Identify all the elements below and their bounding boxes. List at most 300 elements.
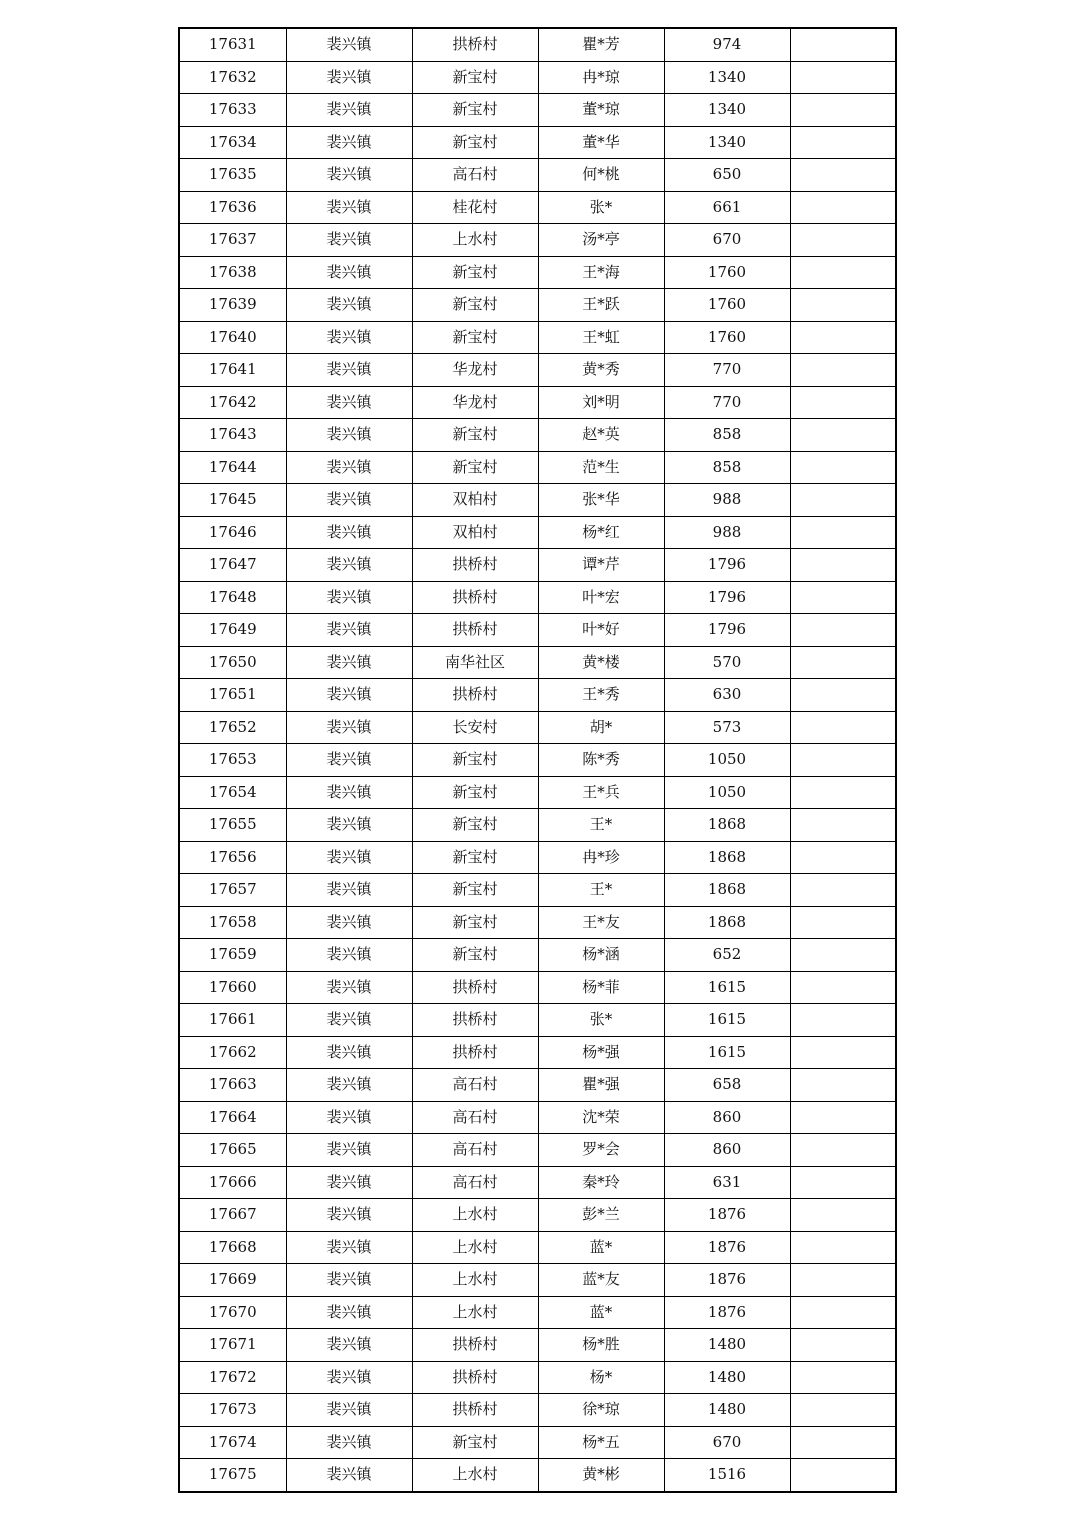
table-row — [179, 1426, 896, 1459]
row-name-cell: 杨*五 — [538, 1426, 664, 1459]
row-town-cell: 裴兴镇 — [286, 451, 412, 484]
row-name-cell: 叶*宏 — [538, 581, 664, 614]
row-note-cell — [790, 549, 896, 582]
row-note-cell — [790, 1361, 896, 1394]
table-row — [179, 809, 896, 842]
row-id-cell: 17674 — [179, 1426, 286, 1459]
row-name-cell: 黄*彬 — [538, 1459, 664, 1492]
row-town-cell: 裴兴镇 — [286, 1199, 412, 1232]
table-row — [179, 1101, 896, 1134]
row-town-cell: 裴兴镇 — [286, 939, 412, 972]
row-id-cell: 17670 — [179, 1296, 286, 1329]
row-town-cell: 裴兴镇 — [286, 94, 412, 127]
row-note-cell — [790, 1069, 896, 1102]
row-village-cell: 新宝村 — [412, 256, 538, 289]
row-id-cell: 17641 — [179, 354, 286, 387]
row-name-cell: 赵*英 — [538, 419, 664, 452]
row-amount-cell: 1876 — [664, 1199, 790, 1232]
row-id-cell: 17642 — [179, 386, 286, 419]
row-town-cell: 裴兴镇 — [286, 289, 412, 322]
row-amount-cell: 1340 — [664, 94, 790, 127]
row-town-cell: 裴兴镇 — [286, 1361, 412, 1394]
row-id-cell: 17666 — [179, 1166, 286, 1199]
row-name-cell: 冉*珍 — [538, 841, 664, 874]
row-note-cell — [790, 1231, 896, 1264]
row-amount-cell: 1050 — [664, 776, 790, 809]
row-note-cell — [790, 1296, 896, 1329]
table-row — [179, 1459, 896, 1492]
row-village-cell: 新宝村 — [412, 321, 538, 354]
row-id-cell: 17656 — [179, 841, 286, 874]
row-village-cell: 长安村 — [412, 711, 538, 744]
row-id-cell: 17647 — [179, 549, 286, 582]
row-name-cell: 董*琼 — [538, 94, 664, 127]
row-note-cell — [790, 809, 896, 842]
row-note-cell — [790, 1394, 896, 1427]
row-village-cell: 拱桥村 — [412, 28, 538, 61]
row-note-cell — [790, 841, 896, 874]
row-village-cell: 拱桥村 — [412, 1036, 538, 1069]
row-name-cell: 瞿*强 — [538, 1069, 664, 1102]
row-town-cell: 裴兴镇 — [286, 776, 412, 809]
table-row — [179, 1134, 896, 1167]
row-name-cell: 王*友 — [538, 906, 664, 939]
row-name-cell: 王*虹 — [538, 321, 664, 354]
row-id-cell: 17665 — [179, 1134, 286, 1167]
row-note-cell — [790, 971, 896, 1004]
row-amount-cell: 570 — [664, 646, 790, 679]
row-id-cell: 17643 — [179, 419, 286, 452]
row-amount-cell: 974 — [664, 28, 790, 61]
row-amount-cell: 860 — [664, 1101, 790, 1134]
row-id-cell: 17673 — [179, 1394, 286, 1427]
row-town-cell: 裴兴镇 — [286, 1101, 412, 1134]
row-name-cell: 杨* — [538, 1361, 664, 1394]
row-village-cell: 拱桥村 — [412, 1329, 538, 1362]
row-town-cell: 裴兴镇 — [286, 679, 412, 712]
row-name-cell: 谭*芹 — [538, 549, 664, 582]
row-id-cell: 17668 — [179, 1231, 286, 1264]
table-row — [179, 1166, 896, 1199]
table-row — [179, 1069, 896, 1102]
row-name-cell: 王*跃 — [538, 289, 664, 322]
row-village-cell: 高石村 — [412, 159, 538, 192]
row-note-cell — [790, 1134, 896, 1167]
row-village-cell: 高石村 — [412, 1134, 538, 1167]
row-amount-cell: 770 — [664, 354, 790, 387]
row-id-cell: 17634 — [179, 126, 286, 159]
row-village-cell: 新宝村 — [412, 289, 538, 322]
row-note-cell — [790, 94, 896, 127]
row-village-cell: 新宝村 — [412, 939, 538, 972]
row-town-cell: 裴兴镇 — [286, 484, 412, 517]
row-id-cell: 17631 — [179, 28, 286, 61]
table-row — [179, 874, 896, 907]
row-note-cell — [790, 354, 896, 387]
row-note-cell — [790, 679, 896, 712]
row-amount-cell: 1868 — [664, 841, 790, 874]
table-row — [179, 159, 896, 192]
row-amount-cell: 1876 — [664, 1231, 790, 1264]
row-id-cell: 17658 — [179, 906, 286, 939]
row-id-cell: 17660 — [179, 971, 286, 1004]
row-name-cell: 彭*兰 — [538, 1199, 664, 1232]
table-row — [179, 451, 896, 484]
row-village-cell: 新宝村 — [412, 61, 538, 94]
row-amount-cell: 1615 — [664, 1004, 790, 1037]
row-amount-cell: 1340 — [664, 126, 790, 159]
row-amount-cell: 858 — [664, 419, 790, 452]
row-village-cell: 上水村 — [412, 1199, 538, 1232]
row-note-cell — [790, 1459, 896, 1492]
row-note-cell — [790, 711, 896, 744]
row-name-cell: 徐*琼 — [538, 1394, 664, 1427]
row-amount-cell: 670 — [664, 1426, 790, 1459]
row-name-cell: 冉*琼 — [538, 61, 664, 94]
row-name-cell: 汤*亭 — [538, 224, 664, 257]
row-note-cell — [790, 874, 896, 907]
row-name-cell: 王* — [538, 874, 664, 907]
table-row — [179, 841, 896, 874]
table-row — [179, 191, 896, 224]
row-note-cell — [790, 614, 896, 647]
row-amount-cell: 1340 — [664, 61, 790, 94]
row-name-cell: 王*海 — [538, 256, 664, 289]
table-row — [179, 776, 896, 809]
row-village-cell: 拱桥村 — [412, 971, 538, 1004]
row-village-cell: 华龙村 — [412, 386, 538, 419]
row-note-cell — [790, 776, 896, 809]
row-amount-cell: 1868 — [664, 809, 790, 842]
row-town-cell: 裴兴镇 — [286, 841, 412, 874]
row-note-cell — [790, 321, 896, 354]
row-name-cell: 王*秀 — [538, 679, 664, 712]
row-town-cell: 裴兴镇 — [286, 1231, 412, 1264]
row-name-cell: 蓝* — [538, 1231, 664, 1264]
row-amount-cell: 988 — [664, 484, 790, 517]
row-name-cell: 罗*会 — [538, 1134, 664, 1167]
table-row — [179, 906, 896, 939]
table-row — [179, 1296, 896, 1329]
row-amount-cell: 1480 — [664, 1394, 790, 1427]
row-name-cell: 杨*胜 — [538, 1329, 664, 1362]
row-village-cell: 高石村 — [412, 1069, 538, 1102]
row-village-cell: 高石村 — [412, 1166, 538, 1199]
row-note-cell — [790, 484, 896, 517]
row-village-cell: 高石村 — [412, 1101, 538, 1134]
row-town-cell: 裴兴镇 — [286, 1166, 412, 1199]
row-note-cell — [790, 289, 896, 322]
row-note-cell — [790, 744, 896, 777]
row-town-cell: 裴兴镇 — [286, 646, 412, 679]
row-amount-cell: 858 — [664, 451, 790, 484]
row-village-cell: 上水村 — [412, 1459, 538, 1492]
row-id-cell: 17675 — [179, 1459, 286, 1492]
table-row — [179, 1394, 896, 1427]
row-amount-cell: 1516 — [664, 1459, 790, 1492]
row-town-cell: 裴兴镇 — [286, 419, 412, 452]
row-amount-cell: 860 — [664, 1134, 790, 1167]
row-village-cell: 新宝村 — [412, 906, 538, 939]
row-name-cell: 蓝* — [538, 1296, 664, 1329]
row-village-cell: 新宝村 — [412, 419, 538, 452]
row-amount-cell: 1868 — [664, 874, 790, 907]
row-id-cell: 17659 — [179, 939, 286, 972]
row-village-cell: 拱桥村 — [412, 679, 538, 712]
row-town-cell: 裴兴镇 — [286, 28, 412, 61]
row-amount-cell: 1760 — [664, 256, 790, 289]
row-note-cell — [790, 906, 896, 939]
row-id-cell: 17664 — [179, 1101, 286, 1134]
row-town-cell: 裴兴镇 — [286, 1036, 412, 1069]
row-note-cell — [790, 1166, 896, 1199]
row-town-cell: 裴兴镇 — [286, 386, 412, 419]
row-note-cell — [790, 646, 896, 679]
row-amount-cell: 1876 — [664, 1296, 790, 1329]
row-name-cell: 杨*涵 — [538, 939, 664, 972]
table-row — [179, 224, 896, 257]
row-name-cell: 王*兵 — [538, 776, 664, 809]
row-amount-cell: 1760 — [664, 321, 790, 354]
row-id-cell: 17650 — [179, 646, 286, 679]
row-name-cell: 张* — [538, 1004, 664, 1037]
row-id-cell: 17651 — [179, 679, 286, 712]
row-village-cell: 拱桥村 — [412, 1361, 538, 1394]
table-row — [179, 1264, 896, 1297]
row-town-cell: 裴兴镇 — [286, 516, 412, 549]
table-row — [179, 321, 896, 354]
row-village-cell: 新宝村 — [412, 809, 538, 842]
table-row — [179, 289, 896, 322]
row-id-cell: 17653 — [179, 744, 286, 777]
row-note-cell — [790, 256, 896, 289]
table-row — [179, 28, 896, 61]
row-name-cell: 杨*强 — [538, 1036, 664, 1069]
row-note-cell — [790, 939, 896, 972]
row-amount-cell: 1615 — [664, 1036, 790, 1069]
row-name-cell: 瞿*芳 — [538, 28, 664, 61]
table-row — [179, 94, 896, 127]
row-town-cell: 裴兴镇 — [286, 224, 412, 257]
row-id-cell: 17638 — [179, 256, 286, 289]
row-amount-cell: 1796 — [664, 614, 790, 647]
row-id-cell: 17657 — [179, 874, 286, 907]
table-row — [179, 419, 896, 452]
row-amount-cell: 1480 — [664, 1361, 790, 1394]
row-amount-cell: 652 — [664, 939, 790, 972]
row-name-cell: 胡* — [538, 711, 664, 744]
row-village-cell: 新宝村 — [412, 744, 538, 777]
row-village-cell: 拱桥村 — [412, 1394, 538, 1427]
row-amount-cell: 1050 — [664, 744, 790, 777]
row-village-cell: 新宝村 — [412, 874, 538, 907]
row-village-cell: 新宝村 — [412, 841, 538, 874]
table-row — [179, 549, 896, 582]
row-name-cell: 张* — [538, 191, 664, 224]
row-village-cell: 拱桥村 — [412, 1004, 538, 1037]
row-village-cell: 拱桥村 — [412, 581, 538, 614]
row-town-cell: 裴兴镇 — [286, 1069, 412, 1102]
table-row — [179, 1231, 896, 1264]
row-name-cell: 陈*秀 — [538, 744, 664, 777]
table-row — [179, 1004, 896, 1037]
row-village-cell: 双柏村 — [412, 484, 538, 517]
row-note-cell — [790, 1036, 896, 1069]
row-village-cell: 新宝村 — [412, 776, 538, 809]
row-id-cell: 17663 — [179, 1069, 286, 1102]
row-id-cell: 17644 — [179, 451, 286, 484]
table-row — [179, 1036, 896, 1069]
row-note-cell — [790, 126, 896, 159]
row-id-cell: 17667 — [179, 1199, 286, 1232]
row-town-cell: 裴兴镇 — [286, 159, 412, 192]
table-row — [179, 1329, 896, 1362]
row-id-cell: 17636 — [179, 191, 286, 224]
row-note-cell — [790, 516, 896, 549]
row-town-cell: 裴兴镇 — [286, 1004, 412, 1037]
row-id-cell: 17672 — [179, 1361, 286, 1394]
row-amount-cell: 1615 — [664, 971, 790, 1004]
row-name-cell: 范*生 — [538, 451, 664, 484]
row-village-cell: 华龙村 — [412, 354, 538, 387]
row-town-cell: 裴兴镇 — [286, 744, 412, 777]
row-note-cell — [790, 224, 896, 257]
row-town-cell: 裴兴镇 — [286, 61, 412, 94]
row-town-cell: 裴兴镇 — [286, 874, 412, 907]
row-village-cell: 上水村 — [412, 1231, 538, 1264]
row-town-cell: 裴兴镇 — [286, 581, 412, 614]
table-row — [179, 939, 896, 972]
table-row — [179, 516, 896, 549]
row-town-cell: 裴兴镇 — [286, 191, 412, 224]
row-town-cell: 裴兴镇 — [286, 971, 412, 1004]
row-note-cell — [790, 1101, 896, 1134]
table-row — [179, 126, 896, 159]
row-id-cell: 17648 — [179, 581, 286, 614]
row-village-cell: 上水村 — [412, 224, 538, 257]
table-row — [179, 386, 896, 419]
row-note-cell — [790, 61, 896, 94]
table-row — [179, 971, 896, 1004]
row-id-cell: 17661 — [179, 1004, 286, 1037]
row-amount-cell: 630 — [664, 679, 790, 712]
table-row — [179, 744, 896, 777]
row-town-cell: 裴兴镇 — [286, 1394, 412, 1427]
row-name-cell: 张*华 — [538, 484, 664, 517]
table-row — [179, 646, 896, 679]
row-id-cell: 17662 — [179, 1036, 286, 1069]
table-row — [179, 1361, 896, 1394]
row-amount-cell: 1876 — [664, 1264, 790, 1297]
row-id-cell: 17649 — [179, 614, 286, 647]
row-village-cell: 上水村 — [412, 1264, 538, 1297]
row-town-cell: 裴兴镇 — [286, 1134, 412, 1167]
row-amount-cell: 650 — [664, 159, 790, 192]
row-id-cell: 17632 — [179, 61, 286, 94]
row-note-cell — [790, 1426, 896, 1459]
row-town-cell: 裴兴镇 — [286, 256, 412, 289]
row-name-cell: 何*桃 — [538, 159, 664, 192]
row-id-cell: 17655 — [179, 809, 286, 842]
row-amount-cell: 770 — [664, 386, 790, 419]
table-row — [179, 256, 896, 289]
row-id-cell: 17637 — [179, 224, 286, 257]
row-note-cell — [790, 1199, 896, 1232]
ledger-table — [178, 27, 897, 1493]
row-amount-cell: 661 — [664, 191, 790, 224]
row-town-cell: 裴兴镇 — [286, 126, 412, 159]
table-row — [179, 484, 896, 517]
table-row — [179, 1199, 896, 1232]
row-note-cell — [790, 159, 896, 192]
row-name-cell: 秦*玲 — [538, 1166, 664, 1199]
row-id-cell: 17654 — [179, 776, 286, 809]
row-town-cell: 裴兴镇 — [286, 1264, 412, 1297]
row-village-cell: 新宝村 — [412, 94, 538, 127]
row-amount-cell: 1760 — [664, 289, 790, 322]
row-id-cell: 17633 — [179, 94, 286, 127]
ledger-body — [179, 28, 896, 1492]
row-id-cell: 17635 — [179, 159, 286, 192]
table-row — [179, 581, 896, 614]
row-town-cell: 裴兴镇 — [286, 1296, 412, 1329]
row-name-cell: 董*华 — [538, 126, 664, 159]
row-name-cell: 王* — [538, 809, 664, 842]
row-village-cell: 新宝村 — [412, 1426, 538, 1459]
row-note-cell — [790, 28, 896, 61]
row-id-cell: 17639 — [179, 289, 286, 322]
row-name-cell: 杨*菲 — [538, 971, 664, 1004]
table-row — [179, 711, 896, 744]
row-village-cell: 新宝村 — [412, 451, 538, 484]
row-note-cell — [790, 451, 896, 484]
row-town-cell: 裴兴镇 — [286, 1329, 412, 1362]
row-amount-cell: 988 — [664, 516, 790, 549]
row-id-cell: 17645 — [179, 484, 286, 517]
row-note-cell — [790, 1329, 896, 1362]
row-village-cell: 南华社区 — [412, 646, 538, 679]
row-village-cell: 拱桥村 — [412, 549, 538, 582]
row-town-cell: 裴兴镇 — [286, 1459, 412, 1492]
row-town-cell: 裴兴镇 — [286, 549, 412, 582]
row-village-cell: 新宝村 — [412, 126, 538, 159]
row-note-cell — [790, 581, 896, 614]
row-amount-cell: 1796 — [664, 581, 790, 614]
row-id-cell: 17669 — [179, 1264, 286, 1297]
row-note-cell — [790, 1004, 896, 1037]
row-amount-cell: 1480 — [664, 1329, 790, 1362]
table-row — [179, 61, 896, 94]
row-amount-cell: 670 — [664, 224, 790, 257]
row-town-cell: 裴兴镇 — [286, 614, 412, 647]
row-town-cell: 裴兴镇 — [286, 906, 412, 939]
row-amount-cell: 1868 — [664, 906, 790, 939]
row-id-cell: 17652 — [179, 711, 286, 744]
row-name-cell: 黄*楼 — [538, 646, 664, 679]
row-village-cell: 桂花村 — [412, 191, 538, 224]
row-town-cell: 裴兴镇 — [286, 354, 412, 387]
row-town-cell: 裴兴镇 — [286, 809, 412, 842]
row-id-cell: 17671 — [179, 1329, 286, 1362]
row-name-cell: 沈*荣 — [538, 1101, 664, 1134]
row-note-cell — [790, 419, 896, 452]
row-village-cell: 上水村 — [412, 1296, 538, 1329]
row-village-cell: 拱桥村 — [412, 614, 538, 647]
row-note-cell — [790, 191, 896, 224]
row-name-cell: 刘*明 — [538, 386, 664, 419]
row-id-cell: 17640 — [179, 321, 286, 354]
row-amount-cell: 658 — [664, 1069, 790, 1102]
